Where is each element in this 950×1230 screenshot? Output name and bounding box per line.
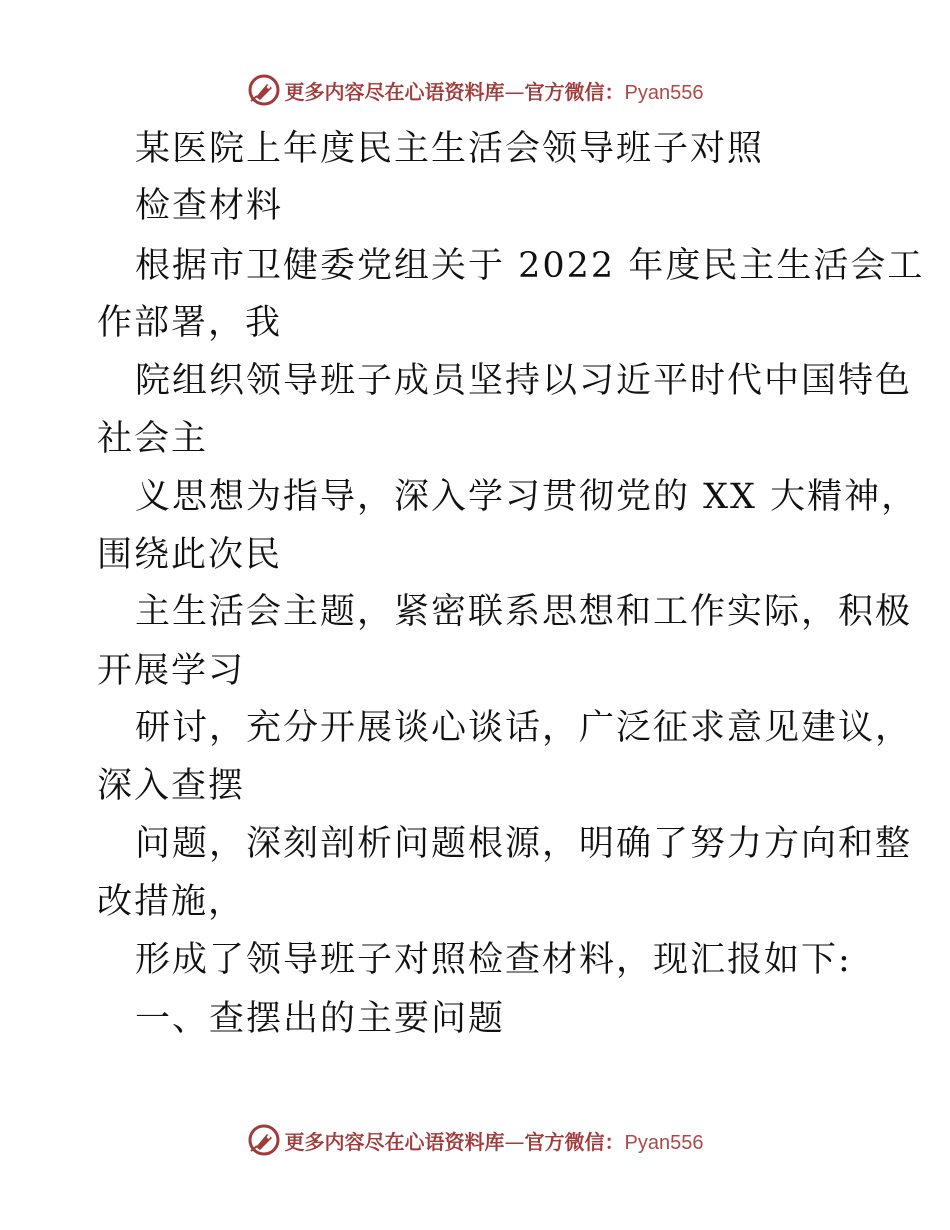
pen-nib-logo-icon xyxy=(247,73,281,107)
paragraph-line: 主生活会主题，紧密联系思想和工作实际，积极 xyxy=(135,592,913,632)
paragraph-line: 开展学习 xyxy=(97,651,246,691)
paragraph-line: 深入查摆 xyxy=(97,766,246,806)
paragraph-line: 改措施， xyxy=(97,882,246,922)
paragraph-line: 院组织领导班子成员坚持以习近平时代中国特色 xyxy=(135,361,913,401)
watermark-wechat-id: Pyan556 xyxy=(624,81,704,104)
paragraph-line: 问题，深刻剖析问题根源，明确了努力方向和整 xyxy=(135,824,913,864)
footer-watermark xyxy=(0,1120,950,1160)
watermark-wechat-label: 官方微信： xyxy=(524,1129,625,1154)
document-title-line-2: 检查材料 xyxy=(135,186,284,226)
paragraph-line: 研讨，充分开展谈心谈话，广泛征求意见建议， xyxy=(135,708,913,748)
watermark-site-text: 更多内容尽在心语资料库 xyxy=(284,79,505,104)
paragraph-line: 围绕此次民 xyxy=(97,535,283,575)
watermark-wechat-id: Pyan556 xyxy=(624,1131,704,1154)
header-watermark xyxy=(0,70,950,110)
watermark-separator: — xyxy=(504,1129,525,1154)
pen-nib-logo-icon xyxy=(247,1123,281,1157)
paragraph-line: 作部署，我 xyxy=(97,303,283,343)
document-title-line-1: 某医院上年度民主生活会领导班子对照 xyxy=(135,129,765,169)
section-heading: 一、查摆出的主要问题 xyxy=(135,999,506,1039)
watermark-site-text: 更多内容尽在心语资料库 xyxy=(284,1129,505,1154)
paragraph-line: 根据市卫健委党组关于 2022 年度民主生活会工 xyxy=(135,246,925,286)
paragraph-line: 社会主 xyxy=(97,419,209,459)
paragraph-line: 形成了领导班子对照检查材料，现汇报如下: xyxy=(135,940,852,980)
paragraph-line: 义思想为指导，深入学习贯彻党的 XX 大精神， xyxy=(135,477,919,517)
watermark-wechat-label: 官方微信： xyxy=(524,79,625,104)
watermark-separator: — xyxy=(504,79,525,104)
